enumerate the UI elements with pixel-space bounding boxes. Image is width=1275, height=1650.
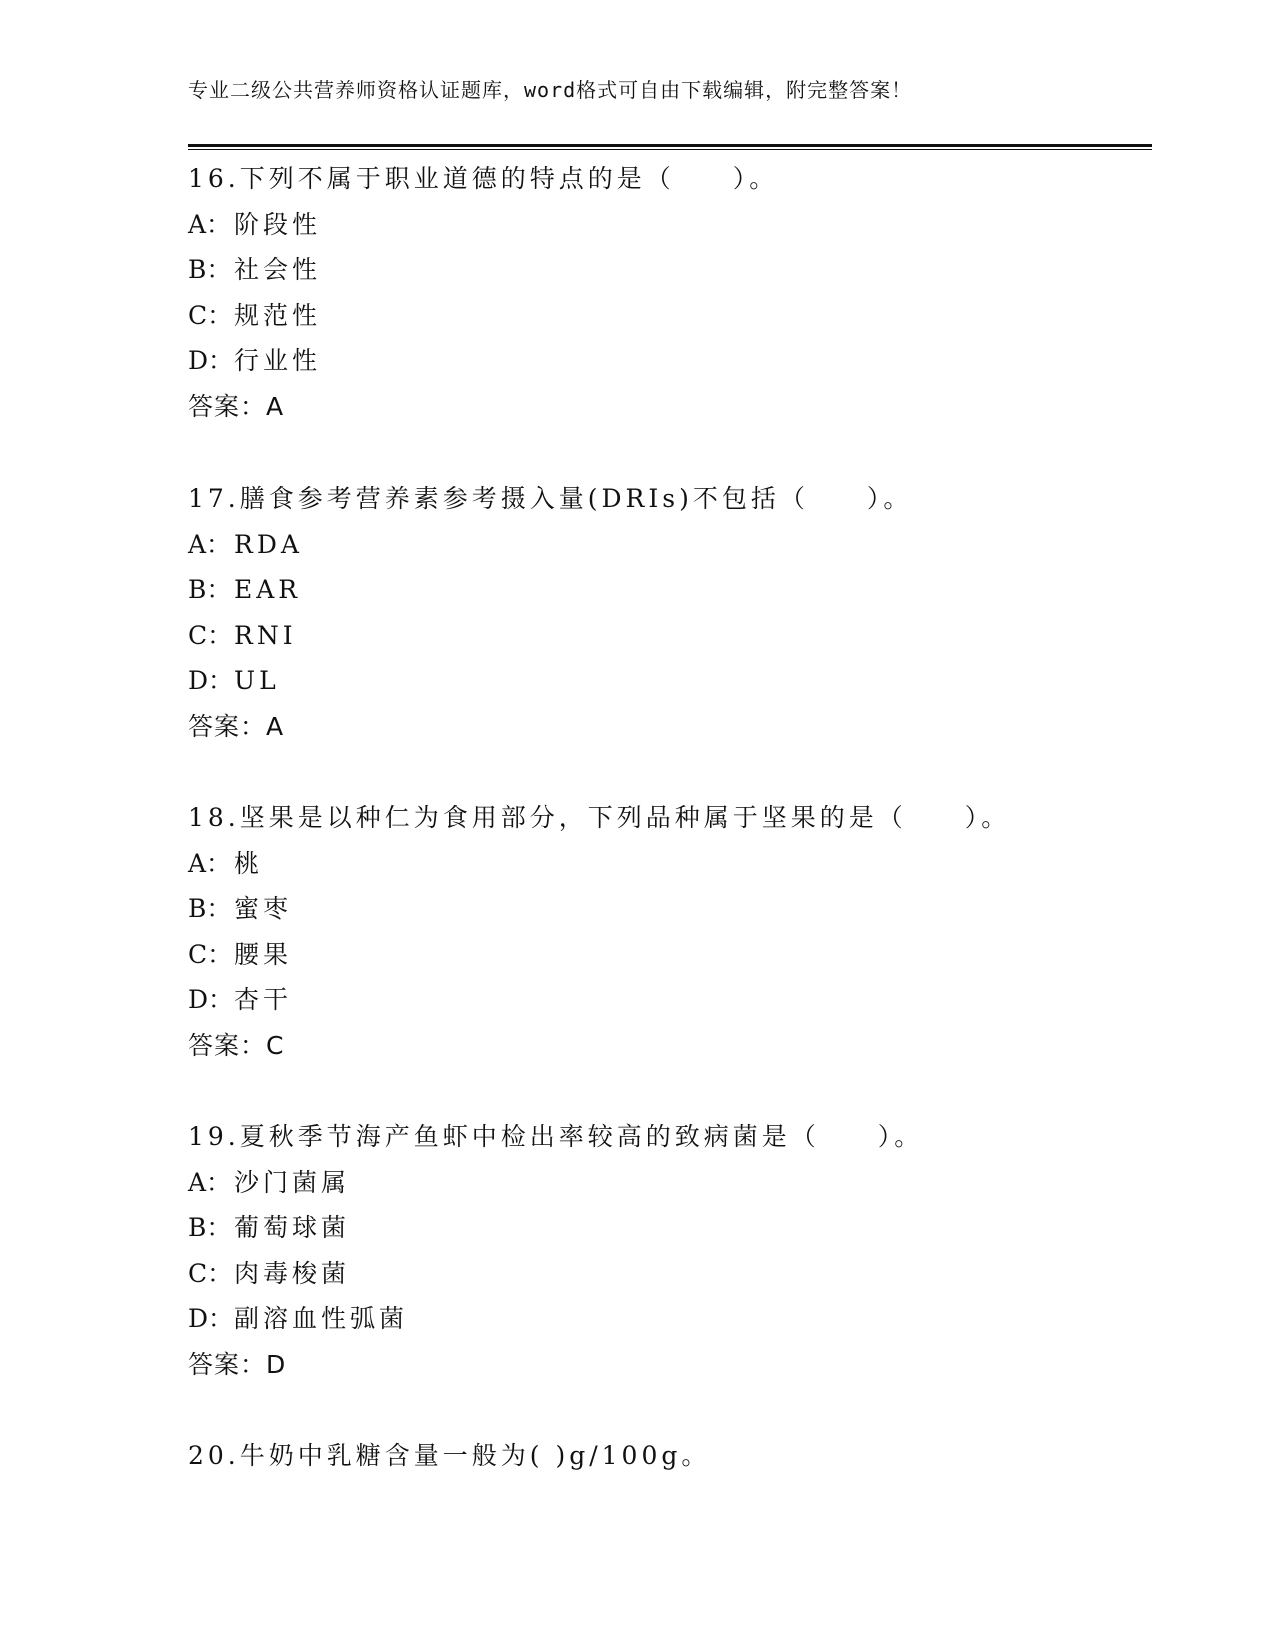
option-key: D： xyxy=(188,1304,234,1334)
option-key: A： xyxy=(188,209,232,239)
option-a xyxy=(188,1160,1148,1206)
answer-line: 答案：D xyxy=(188,1349,287,1379)
option-key: C： xyxy=(188,620,233,650)
option-key: A： xyxy=(188,848,232,878)
option-text: 社会性 xyxy=(234,255,322,285)
option-text: RNI xyxy=(234,620,297,650)
question-stem: 17.膳食参考营养素参考摄入量(DRIs)不包括（ ）。 xyxy=(188,484,913,513)
option-key: A： xyxy=(188,529,232,559)
option-d xyxy=(188,658,1148,704)
question-stem: 19.夏秋季节海产鱼虾中检出率较高的致病菌是（ ）。 xyxy=(188,1122,924,1151)
answer-line: 答案：C xyxy=(188,1030,285,1060)
option-c xyxy=(188,293,1148,339)
question-16 xyxy=(188,156,1148,430)
option-key: D： xyxy=(188,666,234,696)
option-key: D： xyxy=(188,985,234,1015)
answer-line: 答案：A xyxy=(188,391,285,421)
option-c xyxy=(188,1251,1148,1297)
option-key: C： xyxy=(188,939,233,969)
option-text: 桃 xyxy=(234,848,264,878)
option-b xyxy=(188,886,1148,932)
answer-line: 答案：A xyxy=(188,711,285,741)
page-header: 专业二级公共营养师资格认证题库，word格式可自由下载编辑，附完整答案！ xyxy=(188,78,913,102)
option-key: D： xyxy=(188,346,234,376)
option-text: UL xyxy=(234,666,280,696)
option-text: 腰果 xyxy=(234,939,293,969)
option-text: 沙门菌属 xyxy=(234,1167,351,1197)
question-stem: 16.下列不属于职业道德的特点的是（ ）。 xyxy=(188,164,779,193)
option-text: 规范性 xyxy=(234,300,322,330)
option-key: C： xyxy=(188,1258,233,1288)
option-text: 阶段性 xyxy=(234,209,322,239)
option-c xyxy=(188,613,1148,659)
option-text: EAR xyxy=(234,575,302,605)
option-b xyxy=(188,247,1148,293)
option-a xyxy=(188,841,1148,887)
option-text: 副溶血性弧菌 xyxy=(234,1304,409,1334)
option-key: C： xyxy=(188,300,233,330)
option-text: RDA xyxy=(234,529,303,559)
option-a xyxy=(188,202,1148,248)
option-key: B： xyxy=(188,575,232,605)
option-text: 行业性 xyxy=(234,346,322,376)
option-key: A： xyxy=(188,1167,232,1197)
option-b xyxy=(188,567,1148,613)
header-rule-thick xyxy=(188,144,1152,147)
option-key: B： xyxy=(188,894,232,924)
option-text: 肉毒梭菌 xyxy=(234,1258,351,1288)
option-b xyxy=(188,1205,1148,1251)
option-c xyxy=(188,932,1148,978)
header-rule-thin xyxy=(188,149,1152,150)
option-text: 葡萄球菌 xyxy=(234,1213,351,1243)
question-20 xyxy=(188,1433,1148,1479)
question-stem: 18.坚果是以种仁为食用部分，下列品种属于坚果的是（ ）。 xyxy=(188,803,1011,832)
option-d xyxy=(188,338,1148,384)
option-key: B： xyxy=(188,1213,232,1243)
option-key: B： xyxy=(188,255,232,285)
question-stem: 20.牛奶中乳糖含量一般为( )g/100g。 xyxy=(188,1441,711,1470)
option-d xyxy=(188,977,1148,1023)
option-text: 蜜枣 xyxy=(234,894,293,924)
question-19 xyxy=(188,1114,1148,1388)
option-d xyxy=(188,1296,1148,1342)
option-a xyxy=(188,522,1148,568)
option-text: 杏干 xyxy=(234,985,293,1015)
question-18 xyxy=(188,795,1148,1069)
question-17 xyxy=(188,476,1148,750)
